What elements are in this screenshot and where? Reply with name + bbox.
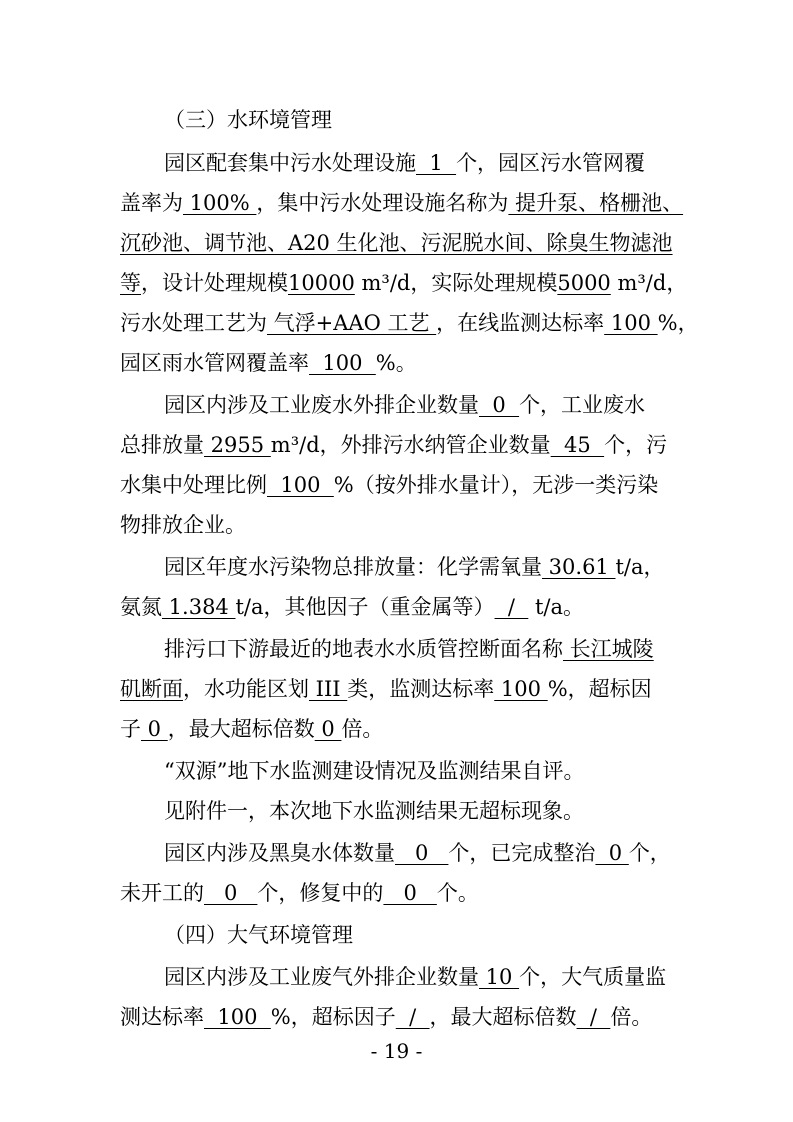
water-p1-line6: 园区雨水管网覆盖率 100 %。	[120, 351, 417, 375]
exceed-factor: 0	[141, 717, 168, 741]
water-p2-line2: 总排放量 2955 m³/d，外排污水纳管企业数量 45 个，污	[120, 433, 668, 457]
water-p3-line1: 园区年度水污染物总排放量：化学需氧量 30.61 t/a，	[164, 555, 665, 579]
water-p1-line3	[120, 228, 673, 258]
ammonia-value: 1.384	[162, 595, 236, 619]
air-p1-line2: 测达标率 100 %，超标因子 / ，最大超标倍数 / 倍。	[120, 1005, 653, 1029]
water-p1-line2: 盖率为 100% ，集中污水处理设施名称为 提升泵、格栅池、	[120, 191, 684, 215]
pipe-coverage: 100%	[183, 191, 257, 215]
wastewater-enterprise-count: 0	[479, 393, 520, 417]
section-heading-water: （三）水环境管理	[164, 108, 332, 132]
cod-value: 30.61	[542, 555, 616, 579]
repairing-count: 0	[383, 881, 437, 905]
online-compliance-rate: 100	[604, 311, 658, 335]
water-p1-line5: 污水处理工艺为 气浮+AAO 工艺 ，在线监测达标率 100 %，	[120, 311, 699, 335]
water-p2-line3: 水集中处理比例 100 %（按外排水量计），无涉一类污染	[120, 473, 659, 497]
facility-names-1: 提升泵、格栅池、	[508, 191, 684, 215]
centralized-treatment-ratio: 100	[267, 473, 334, 497]
water-p1-line4: 等，设计处理规模10000 m³/d，实际处理规模5000 m³/d，	[120, 271, 688, 295]
water-p4-line1: 排污口下游最近的地表水水质管控断面名称 长江城陵	[164, 637, 654, 661]
section-heading-air: （四）大气环境管理	[164, 923, 353, 947]
water-p3-line2: 氨氮 1.384 t/a，其他因子（重金属等） / t/a。	[120, 595, 585, 619]
water-p1-line1: 园区配套集中污水处理设施 1 个，园区污水管网覆	[164, 151, 646, 175]
facility-count: 1	[416, 151, 457, 175]
water-function-class: III	[309, 677, 348, 701]
water-p4-line2: 矶断面，水功能区划 III 类，监测达标率 100 %，超标因	[120, 677, 652, 701]
other-factors-value: /	[494, 595, 529, 619]
not-started-count: 0	[204, 881, 258, 905]
facility-names-2: 沉砂池、调节池、A20 生化池、污泥脱水间、除臭生物滤池	[120, 231, 673, 255]
water-p2-line1: 园区内涉及工业废水外排企业数量 0 个，工业废水	[164, 393, 646, 417]
air-max-exceed-multiple: /	[576, 1005, 611, 1029]
design-capacity: 10000	[288, 271, 355, 295]
air-enterprise-count: 10	[479, 965, 520, 989]
black-water-count: 0	[395, 841, 449, 865]
attachment-line: 见附件一，本次地下水监测结果无超标现象。	[164, 799, 584, 823]
connected-enterprise-count: 45	[550, 433, 605, 457]
groundwater-line: “双源”地下水监测建设情况及监测结果自评。	[164, 759, 585, 783]
section-name-1: 长江城陵	[563, 637, 654, 661]
page-number: - 19 -	[370, 1039, 423, 1063]
rain-pipe-coverage: 100	[309, 351, 376, 375]
water-p2-line4: 物排放企业。	[120, 513, 246, 537]
section-name-2: 矶断面	[120, 677, 183, 701]
total-discharge: 2955	[204, 433, 271, 457]
max-exceed-multiple: 0	[314, 717, 342, 741]
water-p7-line2: 未开工的 0 个，修复中的 0 个。	[120, 881, 479, 905]
water-p4-line3: 子 0 ，最大超标倍数 0 倍。	[120, 717, 384, 741]
section-compliance-rate: 100	[494, 677, 548, 701]
air-p1-line1: 园区内涉及工业废气外排企业数量 10 个，大气质量监	[164, 965, 667, 989]
air-compliance-rate: 100	[204, 1005, 271, 1029]
facility-names-3: 等	[120, 271, 141, 295]
air-exceed-factor: /	[395, 1005, 430, 1029]
water-p7-line1: 园区内涉及黑臭水体数量 0 个，已完成整治 0 个，	[164, 841, 671, 865]
completed-count: 0	[595, 841, 629, 865]
actual-capacity: 5000	[557, 271, 611, 295]
treatment-process: 气浮+AAO 工艺	[267, 311, 437, 335]
